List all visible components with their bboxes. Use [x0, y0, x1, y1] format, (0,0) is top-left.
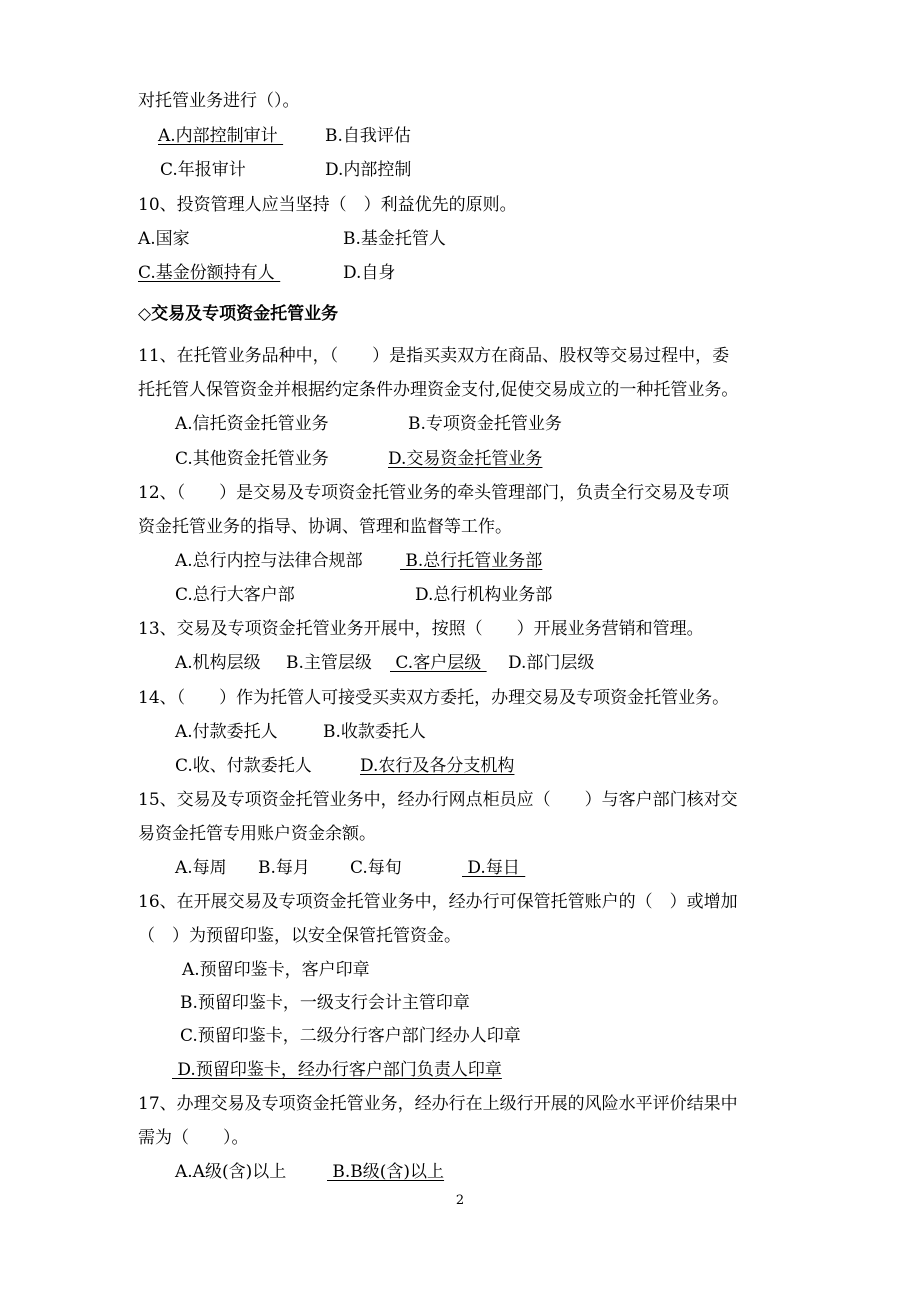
q9-option-b: B.自我评估 — [325, 126, 411, 146]
q17-option-b: B.B级(含)以上 — [327, 1162, 445, 1182]
q16-option-d: D.预留印鉴卡，经办行客户部门负责人印章 — [172, 1060, 502, 1080]
q11-stem-line2: 托托管人保管资金并根据约定条件办理资金支付,促使交易成立的一种托管业务。 — [138, 380, 739, 400]
q15-stem-line1: 15、交易及专项资金托管业务中，经办行网点柜员应（ ）与客户部门核对交 — [138, 790, 738, 810]
q14-option-d: D.农行及各分支机构 — [360, 756, 515, 776]
q10-stem: 10、投资管理人应当坚持（ ）利益优先的原则。 — [138, 195, 517, 215]
q12-stem-line1: 12、（ ）是交易及专项资金托管业务的牵头管理部门，负责全行交易及专项 — [138, 483, 730, 503]
q12-stem-line2: 资金托管业务的指导、协调、管理和监督等工作。 — [138, 517, 512, 537]
q15-stem-line2: 易资金托管专用账户资金余额。 — [138, 824, 376, 844]
q16-stem-line1: 16、在开展交易及专项资金托管业务中，经办行可保管托管账户的（ ）或增加 — [138, 892, 738, 912]
section-title: ◇交易及专项资金托管业务 — [138, 304, 339, 324]
q12-option-b: B.总行托管业务部 — [400, 551, 543, 571]
q11-option-a: A.信托资金托管业务 — [175, 414, 329, 434]
q11-stem-line1: 11、在托管业务品种中，（ ）是指买卖双方在商品、股权等交易过程中，委 — [138, 346, 730, 366]
q12-option-d: D.总行机构业务部 — [415, 585, 553, 605]
q10-option-b: B.基金托管人 — [343, 229, 446, 249]
q11-option-d: D.交易资金托管业务 — [388, 449, 543, 469]
page-number: 2 — [455, 1193, 465, 1208]
q9-option-c: C.年报审计 — [160, 160, 246, 180]
q15-option-b: B.每月 — [258, 858, 310, 878]
q16-option-c: C.预留印鉴卡，二级分行客户部门经办人印章 — [180, 1026, 521, 1046]
q13-option-c: C.客户层级 — [390, 653, 487, 673]
q15-option-a: A.每周 — [175, 858, 227, 878]
q13-option-b: B.主管层级 — [286, 653, 372, 673]
q9-option-a: A.内部控制审计 — [158, 126, 284, 146]
q17-option-a: A.A级(含)以上 — [175, 1162, 287, 1182]
q17-stem-line1: 17、办理交易及专项资金托管业务，经办行在上级行开展的风险水平评价结果中 — [138, 1094, 738, 1114]
q11-option-c: C.其他资金托管业务 — [175, 449, 329, 469]
q16-option-a: A.预留印鉴卡，客户印章 — [182, 960, 370, 980]
q9-stem-tail: 对托管业务进行（）。 — [138, 91, 300, 111]
q16-stem-line2: （ ）为预留印鉴，以安全保管托管资金。 — [138, 926, 461, 946]
q10-option-a: A.国家 — [138, 229, 190, 249]
q10-option-c: C.基金份额持有人 — [138, 263, 281, 283]
q11-option-b: B.专项资金托管业务 — [408, 414, 562, 434]
q16-option-b: B.预留印鉴卡，一级支行会计主管印章 — [180, 993, 470, 1013]
q14-option-a: A.付款委托人 — [175, 722, 278, 742]
q10-option-d: D.自身 — [343, 263, 396, 283]
q13-option-d: D.部门层级 — [508, 653, 595, 673]
q15-option-d: D.每日 — [462, 858, 526, 878]
q12-option-a: A.总行内控与法律合规部 — [175, 551, 363, 571]
q14-option-b: B.收款委托人 — [323, 722, 426, 742]
q13-stem: 13、交易及专项资金托管业务开展中，按照（ ）开展业务营销和管理。 — [138, 619, 704, 639]
q14-stem: 14、（ ）作为托管人可接受买卖双方委托，办理交易及专项资金托管业务。 — [138, 688, 730, 708]
q13-option-a: A.机构层级 — [175, 653, 261, 673]
q9-option-d: D.内部控制 — [325, 160, 412, 180]
q17-stem-line2: 需为（ ）。 — [138, 1128, 249, 1148]
q12-option-c: C.总行大客户部 — [175, 585, 295, 605]
q15-option-c: C.每旬 — [350, 858, 402, 878]
q14-option-c: C.收、付款委托人 — [175, 756, 312, 776]
